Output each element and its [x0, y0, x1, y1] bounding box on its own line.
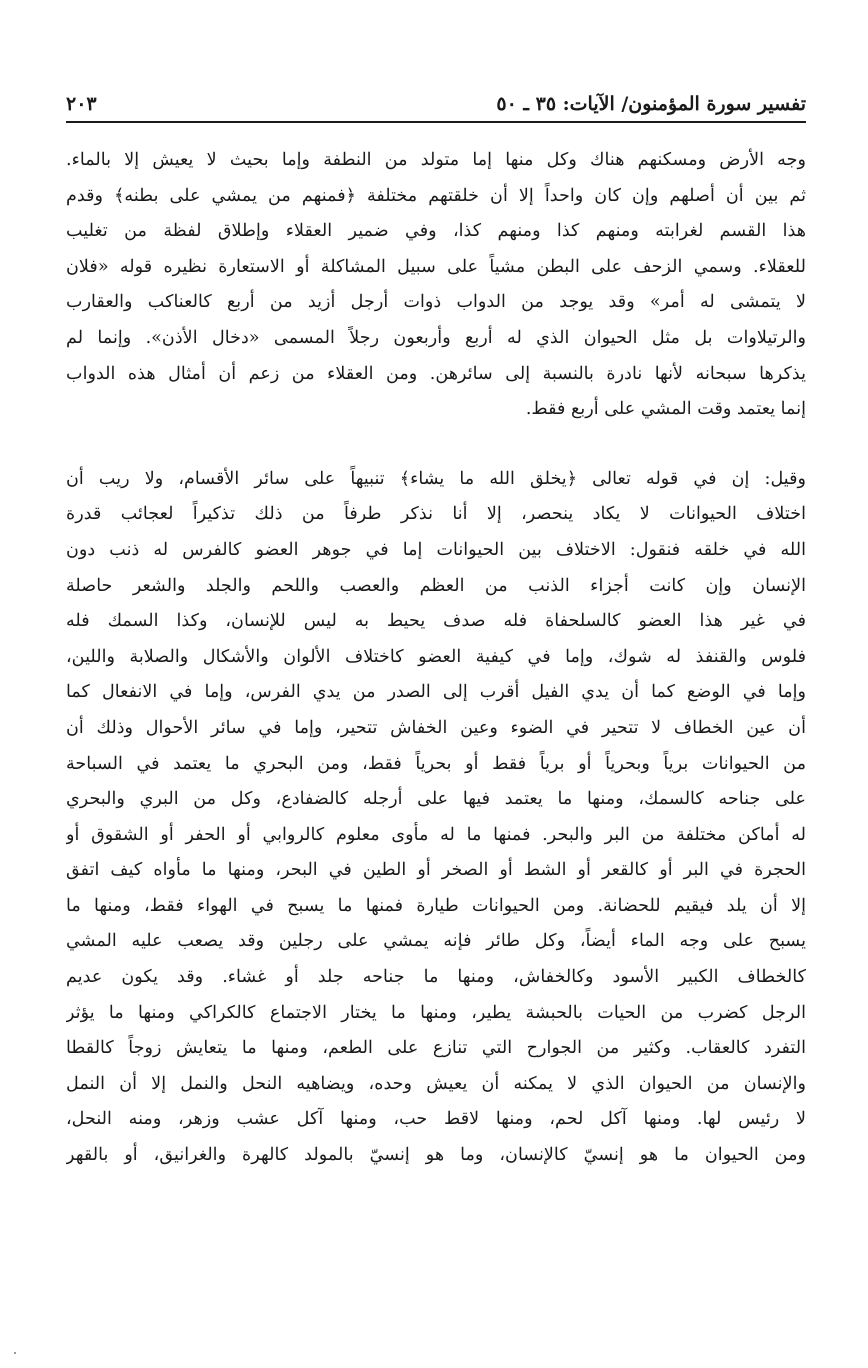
text-line: ثم بين أن أصلهم وإن كان واحداً إلا أن خلقتهم مختلفة ﴿فمنهم من يمشي على بطنه﴾ وقدم — [66, 185, 806, 206]
text-line: كالخطاف الكبير الأسود وكالخفاش، ومنها ما جناحه جلد أو غشاء. وقد يكون عديم — [66, 967, 806, 988]
text-line: الإنسان وإن كانت أجزاء الذنب من العظم والعصب واللحم والجلد والشعر حاصلة — [66, 575, 806, 596]
text-line: له أماكن مختلفة من البر والبحر. فمنها ما له مأوى معلوم كالروابي أو الحفر أو الشقوق أو — [66, 824, 806, 845]
text-line: لا يتمشى له أمر» وقد يوجد من الدواب ذوات أرجل أزيد من أربع كالعناكب والعقارب — [66, 292, 806, 313]
text-line: إنما يعتمد وقت المشي على أربع فقط. — [525, 399, 806, 420]
text-line: الرجل كضرب من الحيات بالحبشة يطير، ومنها ما يختار الاجتماع كالكراكي ومنها ما يؤثر — [66, 1002, 806, 1023]
paragraph-2 — [66, 462, 806, 1174]
text-line: هذا القسم لغرابته ومنهم كذا ومنهم كذا، وفي ضمير العقلاء وإطلاق لفظة من تغليب — [66, 221, 806, 242]
text-line: لا رئيس لها. ومنها آكل لحم، ومنها لاقط حب، ومنها آكل عشب وزهر، ومنه النحل، — [66, 1109, 806, 1130]
text-line: اختلاف الحيوانات لا يكاد ينحصر، إلا أنا نذكر طرفاً من ذلك تذكيراً لعجائب قدرة — [66, 504, 806, 525]
text-line: ومن الحيوان ما هو إنسيّ كالإنسان، وما هو إنسيّ بالمولد كالهرة والغرانيق، أو بالقهر — [66, 1145, 806, 1166]
text-line: إلا أن يلد فيقيم للحضانة. ومن الحيوانات طيارة فمنها ما يسبح في الهواء فقط، ومنها ما — [66, 895, 806, 916]
text-line: الله في خلقه فنقول: الاختلاف بين الحيوانات إما في جوهر العضو كالفرس له ذنب دون — [66, 539, 806, 560]
text-line: وقيل: إن في قوله تعالى ﴿يخلق الله ما يشاء﴾ تنبيهاً على سائر الأقسام، ولا ريب أن — [66, 468, 806, 489]
text-line: للعقلاء. وسمي الزحف على البطن مشياً على سبيل المشاكلة أو الاستعارة نظيره قوله «فلان — [66, 256, 806, 277]
body-text — [66, 143, 806, 1174]
paragraph-1 — [66, 143, 806, 428]
text-line: يذكرها سبحانه لأنها نادرة بالنسبة إلى سائرهن. ومن العقلاء من زعم أن أمثال هذه الدواب — [66, 363, 806, 384]
running-header — [66, 82, 806, 118]
text-line: وجه الأرض ومسكنهم هناك وكل منها إما متولد من النطفة وإما بحيث لا يعيش إلا بالماء. — [66, 150, 806, 170]
text-line: التفرد كالعقاب. وكثير من الجوارح التي تنازع على الطعم، ومنها ما يتعايش زوجاً كالقطا — [66, 1038, 806, 1059]
text-line: فلوس والقنفذ له شوك، وإما في كيفية العضو كاختلاف الألوان والأشكال والصلابة واللين، — [66, 646, 806, 667]
scan-speck — [14, 1352, 16, 1354]
text-line: والرتيلاوات بل مثل الحيوان الذي له أربع وأربعون رجلاً المسمى «دخال الأذن». وإنما لم — [66, 327, 806, 348]
text-line: أن عين الخطاف لا تتحير في الضوء وعين الخفاش تتحير، وإما في سائر الأحوال وذلك أن — [66, 717, 806, 738]
text-line: في غير هذا العضو كالسلحفاة فله صدف يحيط به ليس للإنسان، وكذا السمك فله — [66, 611, 806, 632]
text-line: من الحيوانات برياً وبحرياً أو برياً فقط أو بحرياً فقط، ومن البحري ما يعتمد في السباحة — [66, 753, 806, 774]
page-number: ٢٠٣ — [66, 93, 97, 115]
text-line: الحجرة في البر أو كالقعر أو الشط أو الصخر أو الطين في البحر، ومنها ما مأواه كيف اتفق — [66, 860, 806, 881]
text-line: يسبح على وجه الماء أيضاً، وكل طائر فإنه يمشي على رجلين وقد يصعب عليه المشي — [66, 931, 806, 952]
header-rule — [66, 121, 806, 123]
running-title: تفسير سورة المؤمنون/ الآيات: ٣٥ ـ ٥٠ — [496, 93, 806, 115]
text-line: وإما في الوضع كما أن يدي الفيل أقرب إلى الصدر من يدي الفرس، وإما في الانفعال كما — [66, 682, 806, 703]
text-line: على جناحه كالسمك، ومنها ما يعتمد فيها على أرجله كالضفادع، وكل من البري والبحري — [66, 789, 806, 810]
text-line: والإنسان من الحيوان الذي لا يمكنه أن يعيش وحده، ويضاهيه النحل والنمل إلا أن النمل — [66, 1073, 806, 1094]
